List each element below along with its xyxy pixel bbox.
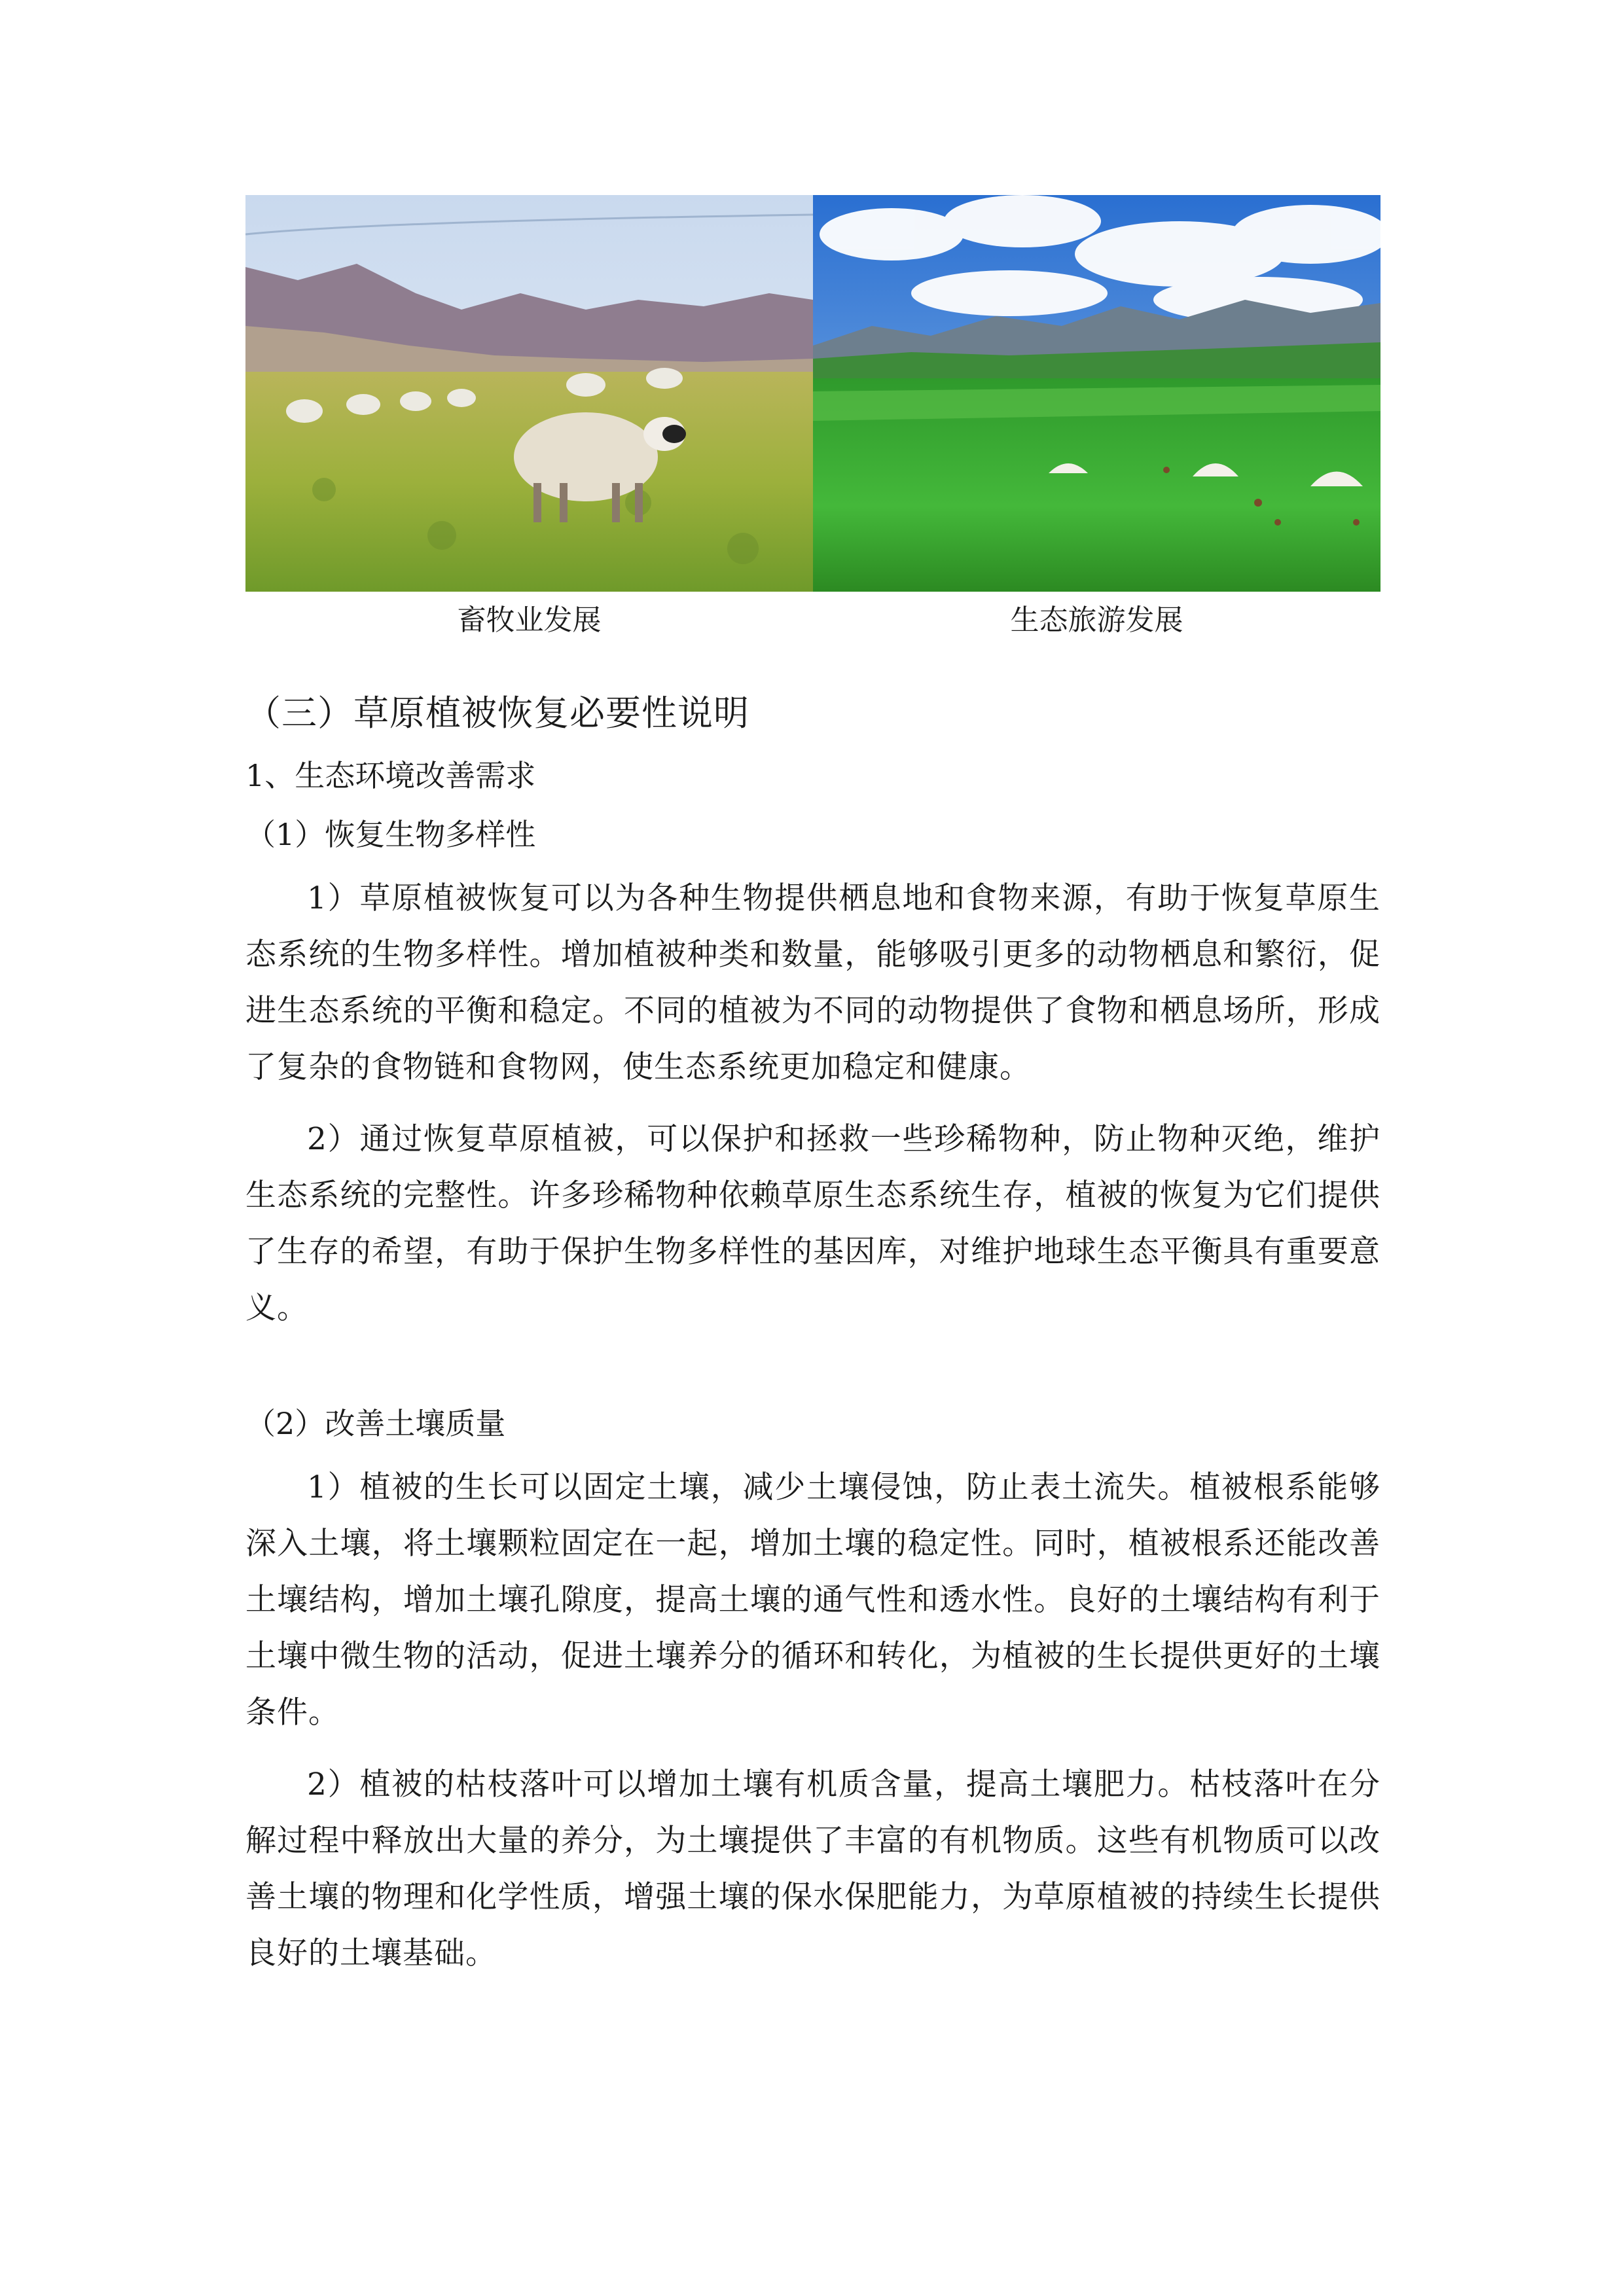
figure-captions	[245, 599, 1380, 642]
figure-caption-ecotourism: 生态旅游发展	[1010, 603, 1183, 637]
item-heading-soil-quality: （2）改善土壤质量	[245, 1406, 506, 1441]
paragraph: 1）草原植被恢复可以为各种生物提供栖息地和食物来源，有助于恢复草原生态系统的生物多样性。增加植被种类和数量，能够吸引更多的动物栖息和繁衍，促进生态系统的平衡和稳定。不同的植被为不同的动物提供了食物和栖息场所，形成了复杂的食物链和食物网，使生态系统更加稳定和健康。	[245, 880, 1380, 1085]
section-title: （三）草原植被恢复必要性说明	[245, 692, 749, 734]
paragraph: 2）植被的枯枝落叶可以增加土壤有机质含量，提高土壤肥力。枯枝落叶在分解过程中释放出大量的养分，为土壤提供了丰富的有机物质。这些有机物质可以改善土壤的物理和化学性质，增强土壤的保水保肥能力，为草原植被的持续生长提供良好的土壤基础。	[245, 1767, 1380, 1971]
item-heading-biodiversity: （1）恢复生物多样性	[245, 817, 536, 852]
grazing-sheep-photo	[245, 195, 813, 592]
figure-row	[245, 195, 1380, 592]
section-subtitle: 1、生态环境改善需求	[245, 758, 536, 793]
figure-caption-livestock: 畜牧业发展	[457, 603, 602, 637]
item-soil-quality-body	[245, 1460, 1380, 1982]
paragraph: 1）植被的生长可以固定土壤，减少土壤侵蚀，防止表土流失。植被根系能够深入土壤，将土壤颗粒固定在一起，增加土壤的稳定性。同时，植被根系还能改善土壤结构，增加土壤孔隙度，提高土壤的通气性和透水性。良好的土壤结构有利于土壤中微生物的活动，促进土壤养分的循环和转化，为植被的生长提供更好的土壤条件。	[245, 1469, 1380, 1731]
grassland-yurt-photo	[813, 195, 1380, 592]
item-biodiversity-body	[245, 870, 1380, 1336]
paragraph: 2）通过恢复草原植被，可以保护和拯救一些珍稀物种，防止物种灭绝，维护生态系统的完整性。许多珍稀物种依赖草原生态系统生存，植被的恢复为它们提供了生存的希望，有助于保护生物多样性的基因库，对维护地球生态平衡具有重要意义。	[245, 1121, 1380, 1326]
